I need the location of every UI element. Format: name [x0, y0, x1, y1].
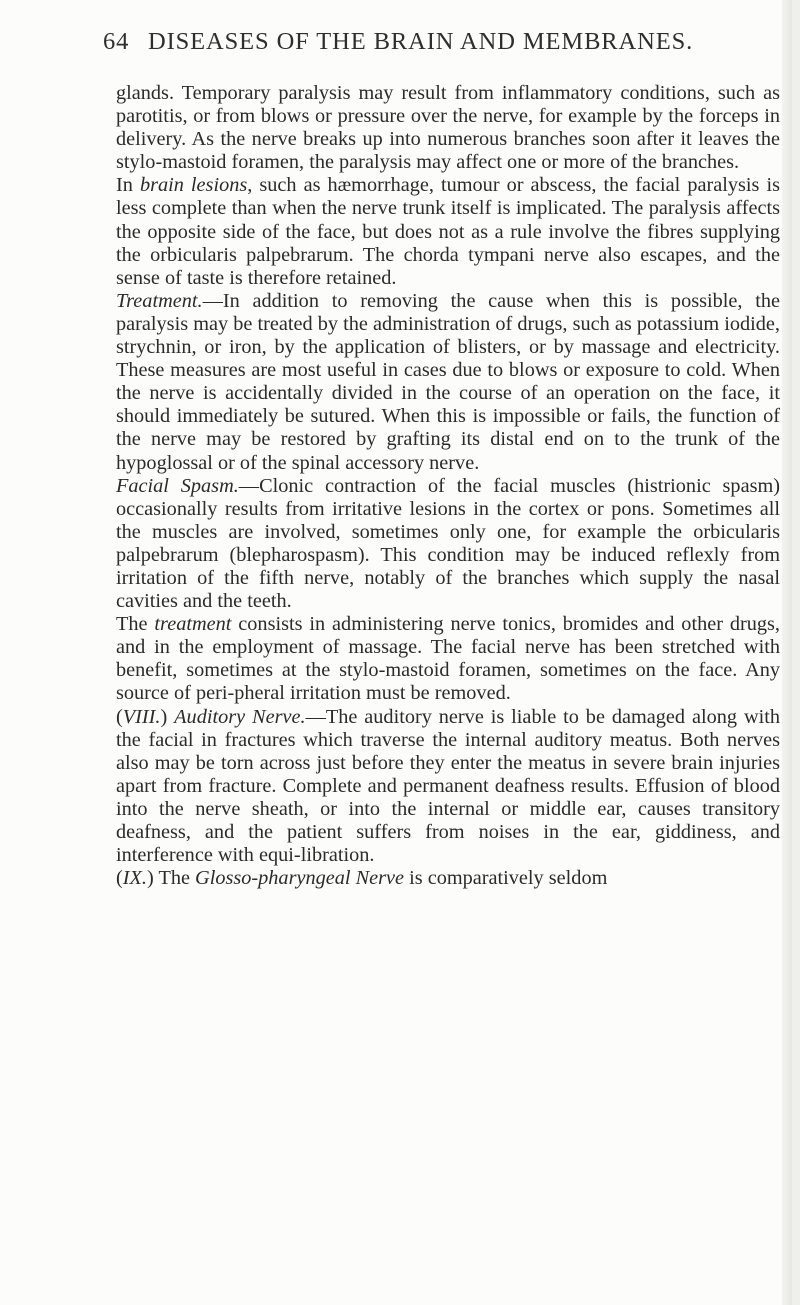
paragraph-text: —The auditory nerve is liable to be damaged along with the facial in fractures which traverse the internal auditory meatus. Both nerves also may be torn across just before they enter the meatus in severe brain injuries apart from fracture. Complete and permanent deafness results. Effusion of blood into the nerve sheath, or into the internal or middle ear, causes transitory deafness, and the patient suffers from noises in the ear, giddiness, and interference with equi-libration. [116, 705, 781, 867]
paragraph-text: —In addition to removing the cause when this is possible, the paralysis may be treated by the administration of drugs, such as potassium iodide, strychnin, or iron, by the application of blisters, or by massage and electricity. These measures are most useful in cases due to blows or exposure to cold. When the nerve is accidentally divided in the course of an operation on the face, it should immediately be sutured. When this is impossible or fails, the function of the nerve may be restored by grafting its distal end on to the trunk of the hypoglossal or of the spinal accessory nerve. [116, 289, 780, 474]
paragraph-lead: ( [116, 705, 123, 728]
page-header [103, 28, 773, 58]
paragraph-middle: ) The [146, 867, 196, 890]
italic-term: brain lesions [139, 174, 248, 197]
section-heading: Facial Spasm. [116, 474, 239, 497]
paragraph-text: consists in administering nerve tonics, bromides and other drugs, and in the employment of massage. The facial nerve has been stretched with benefit, sometimes at the stylo-mastoid foramen, sometimes on the face. Any source of peri-pheral irritation must be removed. [116, 613, 780, 705]
page-number: 64 [103, 28, 130, 55]
paragraph-treatment [116, 290, 780, 475]
paragraph-facial-spasm [116, 475, 780, 614]
paragraph-spasm-treatment [116, 613, 780, 705]
roman-numeral: VIII. [122, 705, 161, 728]
paragraph-glosso-pharyngeal [116, 867, 780, 890]
running-title: DISEASES OF THE BRAIN AND MEMBRANES. [148, 28, 694, 55]
paragraph-text: , such as hæmorrhage, tumour or abscess, the facial paralysis is less complete than when the nerve trunk itself is implicated. The paralysis affects the opposite side of the face, but does not as a rule involve the fibres supplying the orbicularis palpebrarum. The chorda tympani nerve also escapes, and the sense of taste is therefore retained. [116, 174, 781, 289]
page-edge-shadow [782, 0, 792, 1305]
section-heading: Auditory Nerve. [174, 705, 306, 728]
section-heading: Glosso-pharyngeal Nerve [195, 867, 405, 890]
paragraph-middle: ) [160, 705, 175, 728]
italic-term: treatment [154, 613, 232, 636]
paragraph-text: glands. Temporary paralysis may result from inflammatory conditions, such as parotitis, or from blows or pressure over the nerve, for example by the forceps in delivery. As the nerve breaks up into numerous branches soon after it leaves the stylo-mastoid foramen, the paralysis may affect one or more of the branches. [116, 82, 780, 174]
paragraph-text: is comparatively seldom [404, 867, 608, 890]
paragraph-lead: The [116, 613, 155, 636]
section-heading: Treatment. [116, 289, 203, 312]
paragraph-text: —Clonic contraction of the facial muscles (histrionic spasm) occasionally results from irritative lesions in the cortex or pons. Sometimes all the muscles are involved, sometimes only one, for example the orbicularis palpebrarum (blepharospasm). This condition may be induced reflexly from irritation of the fifth nerve, notably of the branches which supply the nasal cavities and the teeth. [116, 474, 780, 613]
paragraph-auditory-nerve [116, 706, 780, 868]
paragraph-glands [116, 82, 780, 174]
page-body [116, 82, 780, 890]
paragraph-brain-lesions [116, 174, 780, 289]
paragraph-lead: ( [116, 867, 123, 890]
roman-numeral: IX. [122, 867, 147, 890]
paragraph-lead: In [116, 174, 140, 197]
